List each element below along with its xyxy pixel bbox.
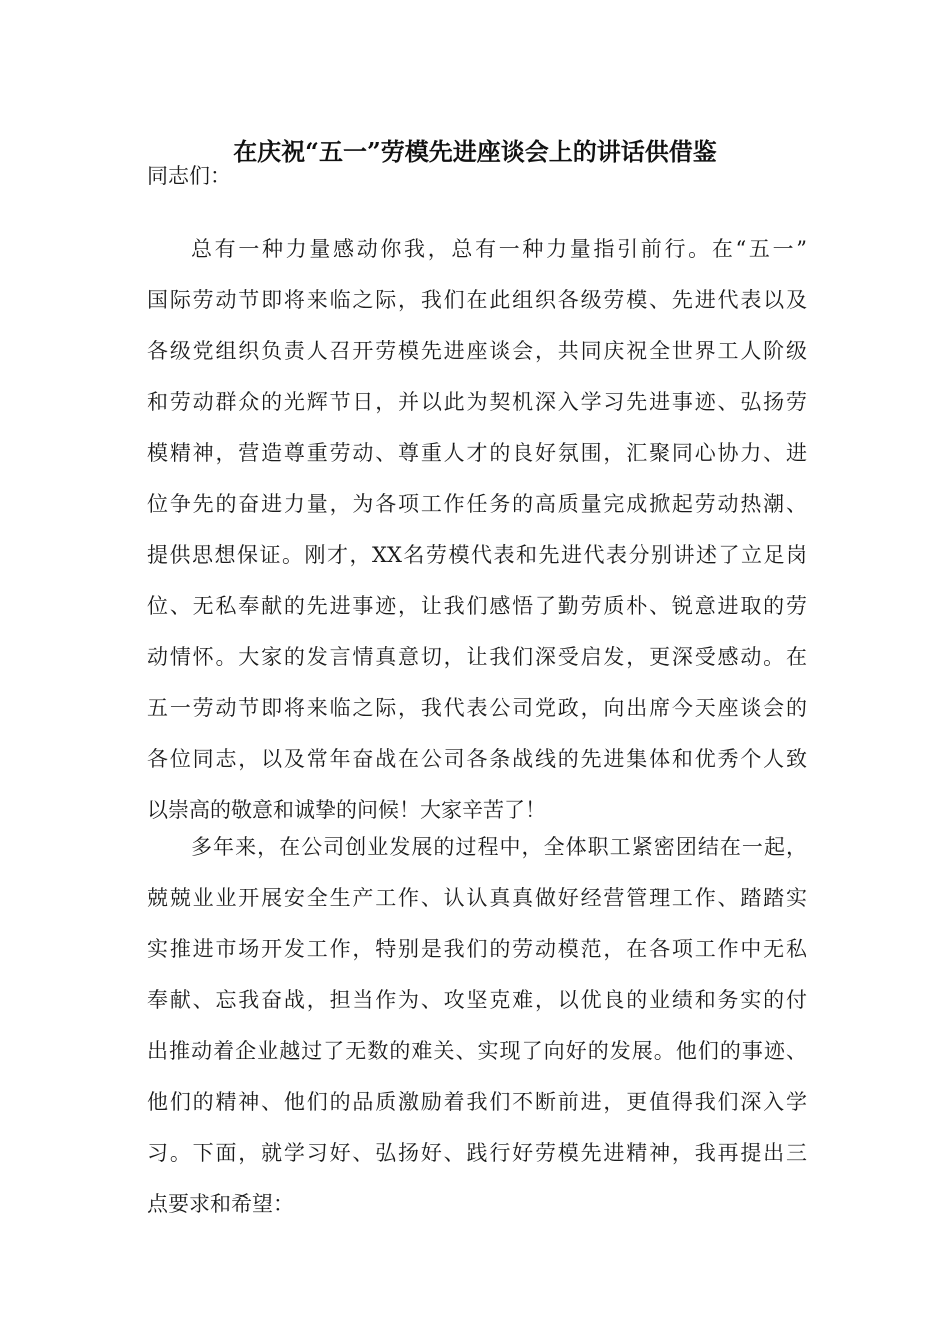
paragraph-line: 习。下面，就学习好、弘扬好、践行好劳模先进精神，我再提出三 xyxy=(147,1141,807,1165)
paragraph-line: 位、无私奉献的先进事迹，让我们感悟了勤劳质朴、锐意进取的劳 xyxy=(147,594,807,618)
paragraph-line: 各级党组织负责人召开劳模先进座谈会，共同庆祝全世界工人阶级 xyxy=(147,339,807,363)
paragraph-line: 兢兢业业开展安全生产工作、认认真真做好经营管理工作、踏踏实 xyxy=(147,886,807,910)
paragraph-line: 总有一种力量感动你我，总有一种力量指引前行。在“五一” xyxy=(191,237,807,261)
paragraph-line: 提供思想保证。刚才，XX名劳模代表和先进代表分别讲述了立足岗 xyxy=(147,543,807,567)
paragraph-line: 和劳动群众的光辉节日，并以此为契机深入学习先进事迹、弘扬劳 xyxy=(147,390,807,414)
salutation: 同志们： xyxy=(147,164,231,188)
paragraph-line: 模精神，营造尊重劳动、尊重人才的良好氛围，汇聚同心协力、进 xyxy=(147,441,807,465)
paragraph-line: 国际劳动节即将来临之际，我们在此组织各级劳模、先进代表以及 xyxy=(147,288,807,312)
paragraph-line: 他们的精神、他们的品质激励着我们不断前进，更值得我们深入学 xyxy=(147,1090,807,1114)
paragraph-1 xyxy=(147,224,807,836)
paragraph-line: 位争先的奋进力量，为各项工作任务的高质量完成掀起劳动热潮、 xyxy=(147,492,807,516)
paragraph-line: 五一劳动节即将来临之际，我代表公司党政，向出席今天座谈会的 xyxy=(147,696,807,720)
paragraph-line: 点要求和希望： xyxy=(147,1192,294,1216)
paragraph-line: 奉献、忘我奋战，担当作为、攻坚克难，以优良的业绩和务实的付 xyxy=(147,988,807,1012)
document-title: 在庆祝“五一”劳模先进座谈会上的讲话供借鉴 xyxy=(233,137,717,166)
paragraph-line: 动情怀。大家的发言情真意切，让我们深受启发，更深受感动。在 xyxy=(147,645,807,669)
paragraph-line: 以崇高的敬意和诚挚的问候！大家辛苦了！ xyxy=(147,798,546,822)
paragraph-line: 实推进市场开发工作，特别是我们的劳动模范，在各项工作中无私 xyxy=(147,937,807,961)
paragraph-2 xyxy=(147,822,807,1230)
paragraph-line: 各位同志，以及常年奋战在公司各条战线的先进集体和优秀个人致 xyxy=(147,747,807,771)
paragraph-line: 多年来，在公司创业发展的过程中，全体职工紧密团结在一起， xyxy=(191,835,807,859)
paragraph-line: 出推动着企业越过了无数的难关、实现了向好的发展。他们的事迹、 xyxy=(147,1039,807,1063)
